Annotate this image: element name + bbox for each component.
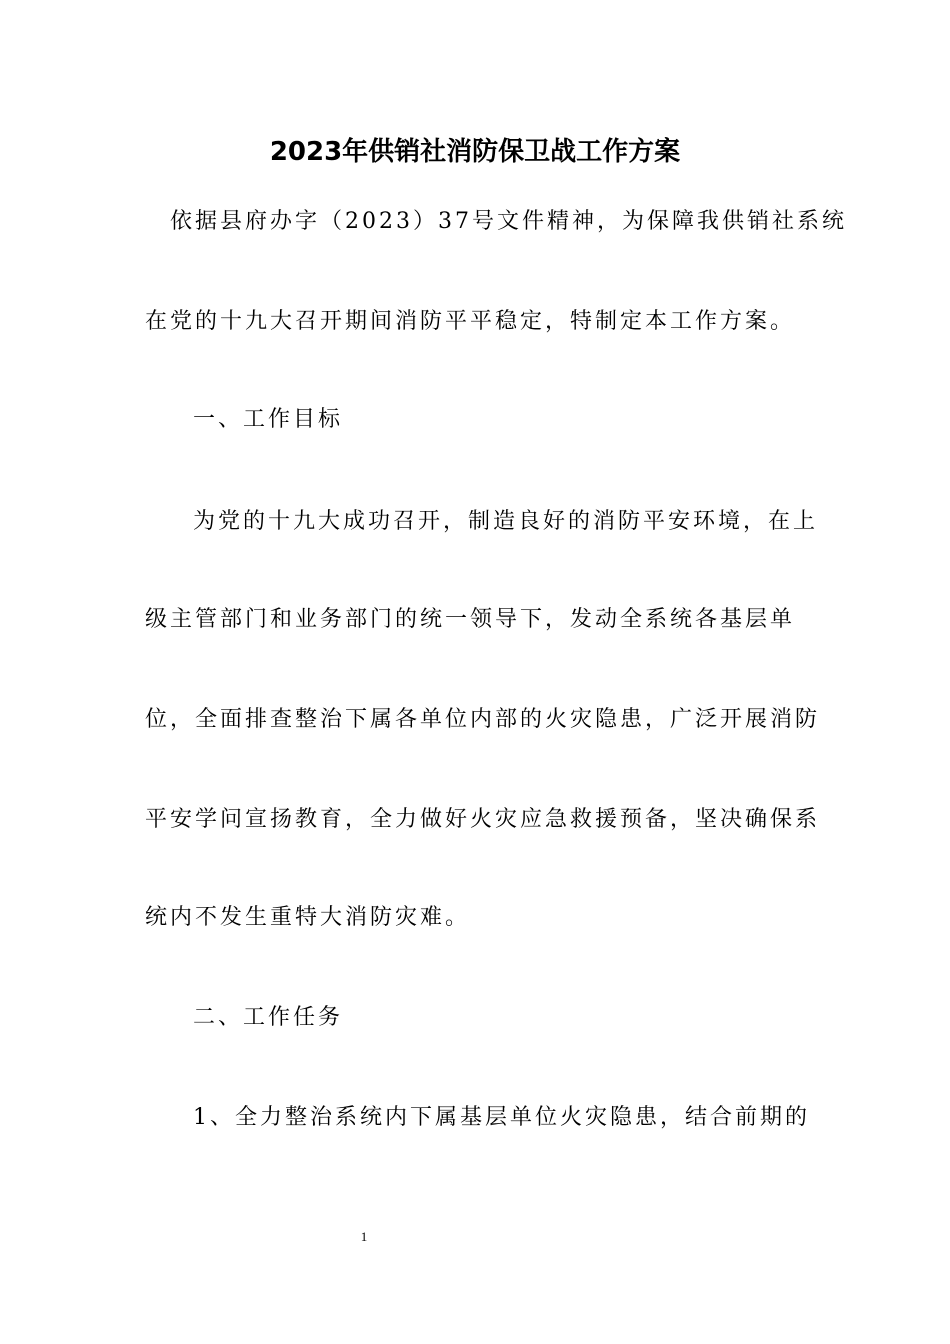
page-number: 1 — [360, 1229, 368, 1244]
paragraph-line-6: 平安学问宣扬教育，全力做好火灾应急救援预备，坚决确保系 — [145, 807, 821, 832]
paragraph-line-4: 级主管部门和业务部门的统一领导下，发动全系统各基层单 — [145, 607, 796, 632]
paragraph-line-5: 位，全面排查整治下属各单位内部的火灾隐患，广泛开展消防 — [145, 707, 821, 732]
document-title: 2023年供销社消防保卫战工作方案 — [269, 137, 681, 167]
paragraph-line-8: 1、全力整治系统内下属基层单位火灾隐患，结合前期的 — [193, 1105, 810, 1130]
paragraph-line-7: 统内不发生重特大消防灾难。 — [145, 905, 471, 930]
paragraph-line-2: 在党的十九大召开期间消防平平稳定，特制定本工作方案。 — [145, 309, 796, 334]
paragraph-line-1: 依据县府办字（2023）37号文件精神，为保障我供销社系统 — [170, 209, 847, 234]
paragraph-line-3: 为党的十九大成功召开，制造良好的消防平安环境，在上 — [193, 509, 819, 534]
section-heading-tasks: 二、工作任务 — [193, 1005, 344, 1030]
section-heading-goals: 一、工作目标 — [193, 407, 344, 432]
